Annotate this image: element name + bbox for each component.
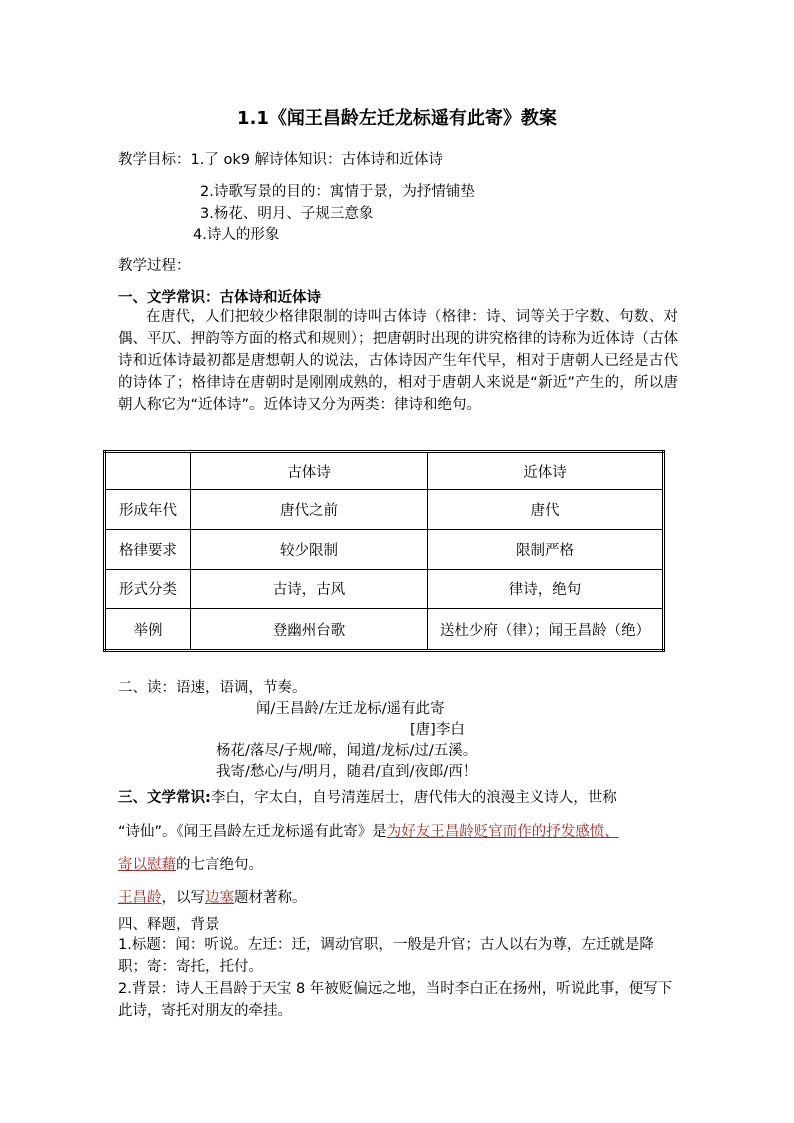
section3-line1	[118, 786, 617, 807]
goal-item-3: 3.杨花、明月、子规三意象	[200, 206, 374, 222]
section3-text: ，以写	[161, 890, 205, 906]
table-cell: 唐代	[428, 490, 664, 530]
table-cell: 举例	[105, 609, 191, 651]
section4-item-2: 2.背景：诗人王昌龄于天宝 8 年被贬偏远之地，当时李白正在扬州，听说此事，便写下此诗，寄托对朋友的牵挂。	[118, 981, 673, 1019]
highlighted-text: 边塞	[205, 890, 234, 906]
table-row	[105, 609, 664, 651]
table-header-cell: 近体诗	[428, 452, 664, 490]
poem-author: [唐]李白	[410, 722, 465, 738]
section3-text: 题材著称。	[234, 890, 307, 906]
section3-line4	[118, 886, 307, 907]
table-cell: 唐代之前	[191, 490, 428, 530]
section2-heading: 二、读：语速，语调，节奏。	[118, 680, 307, 696]
table-cell: 古诗，古风	[191, 569, 428, 609]
section3-text: 的七言绝句。	[176, 857, 263, 873]
comparison-table	[103, 450, 665, 652]
table-header-cell	[105, 452, 191, 490]
poem-line-2: 我寄/愁心/与/明月，随君/直到/夜郎/西！	[216, 764, 478, 780]
table-cell: 较少限制	[191, 529, 428, 569]
table-cell: 形成年代	[105, 490, 191, 530]
poem-line-1: 杨花/落尽/子规/啼，闻道/龙标/过/五溪。	[216, 743, 478, 759]
poem-title: 闻/王昌龄/左迁龙标/遥有此寄	[256, 701, 445, 717]
section4-item-1: 1.标题：闻：听说。左迁：迁，调动官职，一般是升官；古人以右为尊，左迁就是降职；寄：寄托，托付。	[118, 937, 654, 975]
highlighted-text: 为好友王昌龄贬官而作的抒发感愤、	[386, 824, 619, 840]
section4-heading: 四、释题，背景	[118, 917, 220, 933]
table-cell: 格律要求	[105, 529, 191, 569]
highlighted-name: 王昌龄	[118, 890, 162, 906]
section1-body: 在唐代，人们把较少格律限制的诗叫古体诗（格律：诗、词等关于字数、句数、对偶、平仄、押韵等方面的格式和规则）；把唐朝时出现的讲究格律的诗称为近体诗（古体诗和近体诗最初都是唐想朝人的说法，古体诗因产生年代早，相对于唐朝人已经是古代的诗体了；格律诗在唐朝时是刚刚成熟的，相对于唐朝人来说是“新近”产生的，所以唐朝人称它为“近体诗”。近体诗又分为两类：律诗和绝句。	[118, 309, 678, 413]
goal-item-4: 4.诗人的形象	[193, 227, 280, 243]
table-cell: 限制严格	[428, 529, 664, 569]
table-header-cell: 古体诗	[191, 452, 428, 490]
page-title: 1.1《闻王昌龄左迁龙标遥有此寄》教案	[237, 108, 557, 129]
highlighted-text: 寄以慰藉	[118, 857, 176, 873]
section3-heading: 三、文学常识:	[118, 790, 211, 806]
table-cell: 形式分类	[105, 569, 191, 609]
table-header-row	[105, 452, 664, 490]
process-label: 教学过程：	[118, 258, 191, 274]
section1-heading: 一、文学常识：古体诗和近体诗	[118, 290, 321, 306]
table-cell: 律诗，绝句	[428, 569, 664, 609]
goal-item-2: 2.诗歌写景的目的：寓情于景，为抒情铺垫	[200, 184, 475, 200]
goals-line1	[118, 148, 443, 169]
table-row	[105, 490, 664, 530]
table-row	[105, 569, 664, 609]
section3-text: “诗仙”。《闻王昌龄左迁龙标遥有此寄》是	[118, 824, 387, 840]
goal-item-1: 1.了 ok9 解诗体知识：古体诗和近体诗	[190, 152, 444, 168]
table-cell: 登幽州台歌	[191, 609, 428, 651]
table-row	[105, 529, 664, 569]
table-cell: 送杜少府（律）；闻王昌龄（绝）	[428, 609, 664, 651]
section3-line3	[118, 853, 263, 874]
goals-label: 教学目标：	[118, 152, 191, 168]
section3-line2	[118, 820, 619, 841]
section3-text: 李白，字太白，自号清莲居士，唐代伟大的浪漫主义诗人，世称	[210, 790, 617, 806]
